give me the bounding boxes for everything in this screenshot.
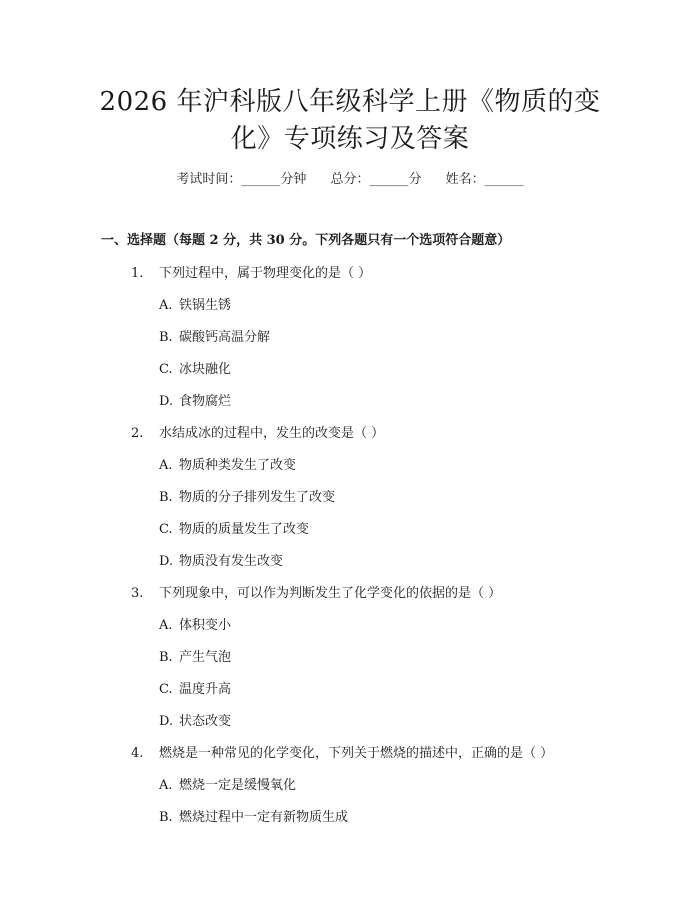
- question-number: 1.: [131, 266, 144, 281]
- question-number: 3.: [131, 586, 144, 601]
- exam-time-field: 考试时间：______分钟: [176, 172, 307, 187]
- option: [159, 614, 231, 633]
- question: [131, 422, 384, 441]
- option: [159, 454, 296, 473]
- question-number: 4.: [131, 746, 144, 761]
- question: [131, 262, 371, 281]
- option-label: A.: [159, 618, 173, 633]
- option-text: 燃烧过程中一定有新物质生成: [179, 810, 349, 825]
- option-label: C.: [159, 362, 173, 377]
- option-text: 燃烧一定是缓慢氧化: [179, 778, 297, 793]
- page-title-line-2: 化》专项练习及答案: [230, 124, 470, 154]
- option-text: 物质的分子排列发生了改变: [179, 490, 336, 505]
- option-text: 温度升高: [179, 682, 232, 697]
- question-text: 下列过程中，属于物理变化的是（ ）: [159, 266, 372, 281]
- option-text: 碳酸钙高温分解: [179, 330, 271, 345]
- option-text: 铁锅生锈: [179, 298, 232, 313]
- option: [159, 710, 231, 729]
- option-label: D.: [159, 394, 174, 409]
- option-text: 物质没有发生改变: [179, 554, 284, 569]
- option-text: 食物腐烂: [179, 394, 232, 409]
- total-score-field: 总分：______分: [330, 172, 422, 187]
- option: [159, 806, 348, 825]
- student-name-field: 姓名：______: [445, 172, 524, 187]
- section-heading: 一、选择题（每题 2 分，共 30 分。下列各题只有一个选项符合题意）: [101, 233, 511, 248]
- option: [159, 518, 309, 537]
- option: [159, 326, 270, 345]
- option-label: B.: [159, 330, 173, 345]
- option-label: A.: [159, 298, 173, 313]
- question-text: 水结成冰的过程中，发生的改变是（ ）: [159, 426, 385, 441]
- question: [131, 742, 553, 761]
- question: [131, 582, 501, 601]
- option-text: 物质的质量发生了改变: [179, 522, 310, 537]
- option-text: 产生气泡: [179, 650, 232, 665]
- option: [159, 646, 231, 665]
- option: [159, 294, 231, 313]
- page-title-line-1: 2026 年沪科版八年级科学上册《物质的变: [99, 87, 601, 117]
- option: [159, 486, 335, 505]
- option-text: 物质种类发生了改变: [179, 458, 297, 473]
- option: [159, 390, 231, 409]
- option-label: C.: [159, 522, 173, 537]
- option-label: B.: [159, 810, 173, 825]
- option-label: A.: [159, 458, 173, 473]
- option: [159, 550, 283, 569]
- question-number: 2.: [131, 426, 144, 441]
- option-label: C.: [159, 682, 173, 697]
- option-label: B.: [159, 490, 173, 505]
- question-text: 燃烧是一种常见的化学变化，下列关于燃烧的描述中，正确的是（ ）: [159, 746, 554, 761]
- option-label: D.: [159, 714, 174, 729]
- option: [159, 678, 231, 697]
- option-label: B.: [159, 650, 173, 665]
- exam-info: [0, 168, 700, 187]
- option-label: D.: [159, 554, 174, 569]
- option-label: A.: [159, 778, 173, 793]
- option-text: 体积变小: [179, 618, 232, 633]
- option-text: 状态改变: [179, 714, 232, 729]
- question-text: 下列现象中，可以作为判断发生了化学变化的依据的是（ ）: [159, 586, 502, 601]
- option: [159, 774, 296, 793]
- option-text: 冰块融化: [179, 362, 232, 377]
- option: [159, 358, 231, 377]
